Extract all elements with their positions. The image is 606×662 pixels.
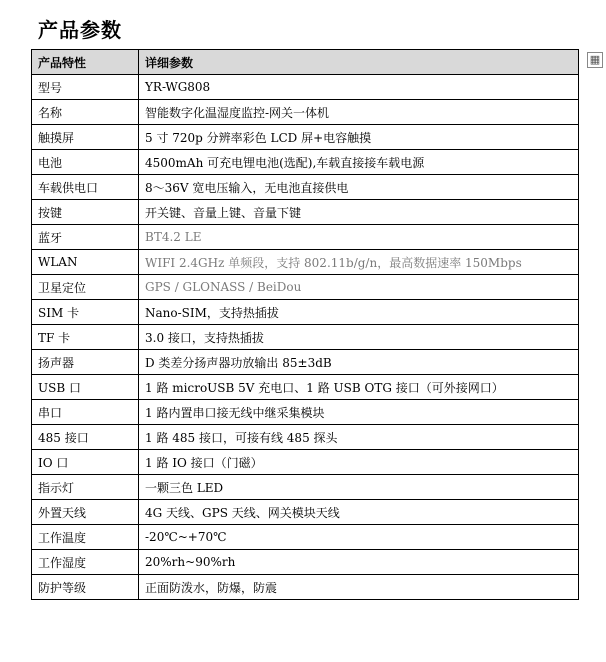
row-label: 指示灯: [32, 475, 139, 500]
table-row: [32, 125, 579, 150]
row-value: 4500mAh 可充电锂电池(选配),车载直接接车载电源: [139, 150, 579, 175]
row-value: 3.0 接口，支持热插拔: [139, 325, 579, 350]
row-value: BT4.2 LE: [139, 225, 579, 250]
row-value: 1 路 microUSB 5V 充电口、1 路 USB OTG 接口（可外接网口）: [139, 375, 579, 400]
table-row: [32, 325, 579, 350]
table-row: [32, 575, 579, 600]
table-row: [32, 425, 579, 450]
header-detail: 详细参数: [139, 50, 579, 75]
header-feature: 产品特性: [32, 50, 139, 75]
row-label: IO 口: [32, 450, 139, 475]
table-row: [32, 525, 579, 550]
row-label: 扬声器: [32, 350, 139, 375]
table-header-row: [32, 50, 579, 75]
row-value: 开关键、音量上键、音量下键: [139, 200, 579, 225]
table-row: [32, 275, 579, 300]
row-value: 1 路 485 接口，可接有线 485 探头: [139, 425, 579, 450]
row-value: YR-WG808: [139, 75, 579, 100]
row-value: 1 路内置串口接无线中继采集模块: [139, 400, 579, 425]
row-label: 车载供电口: [32, 175, 139, 200]
row-value: D 类差分扬声器功放输出 85±3dB: [139, 350, 579, 375]
row-value: 1 路 IO 接口（门磁）: [139, 450, 579, 475]
row-value: 8～36V 宽电压输入，无电池直接供电: [139, 175, 579, 200]
row-label: 485 接口: [32, 425, 139, 450]
table-row: [32, 225, 579, 250]
row-label: 串口: [32, 400, 139, 425]
table-row: [32, 450, 579, 475]
table-row: [32, 75, 579, 100]
row-value: 5 寸 720p 分辨率彩色 LCD 屏+电容触摸: [139, 125, 579, 150]
row-label: 触摸屏: [32, 125, 139, 150]
table-row: [32, 300, 579, 325]
row-label: 按键: [32, 200, 139, 225]
row-value: WIFI 2.4GHz 单频段，支持 802.11b/g/n，最高数据速率 150Mbps: [139, 250, 579, 275]
table-row: [32, 550, 579, 575]
row-value: -20℃~+70℃: [139, 525, 579, 550]
row-label: SIM 卡: [32, 300, 139, 325]
table-row: [32, 475, 579, 500]
row-value: 20%rh~90%rh: [139, 550, 579, 575]
row-label: TF 卡: [32, 325, 139, 350]
row-value: 4G 天线、GPS 天线、网关模块天线: [139, 500, 579, 525]
table-row: [32, 375, 579, 400]
row-label: 名称: [32, 100, 139, 125]
row-value: 智能数字化温湿度监控-网关一体机: [139, 100, 579, 125]
table-row: [32, 500, 579, 525]
row-value: 正面防泼水，防爆，防震: [139, 575, 579, 600]
page-title: 产品参数: [38, 18, 122, 42]
table-row: [32, 250, 579, 275]
row-value: 一颗三色 LED: [139, 475, 579, 500]
row-label: 外置天线: [32, 500, 139, 525]
row-label: WLAN: [32, 250, 139, 275]
row-label: 卫星定位: [32, 275, 139, 300]
row-label: USB 口: [32, 375, 139, 400]
table-row: [32, 200, 579, 225]
table-row: [32, 175, 579, 200]
table-row: [32, 100, 579, 125]
row-label: 工作温度: [32, 525, 139, 550]
spec-table: [31, 49, 579, 600]
row-label: 防护等级: [32, 575, 139, 600]
row-value: GPS / GLONASS / BeiDou: [139, 275, 579, 300]
row-value: Nano-SIM，支持热插拔: [139, 300, 579, 325]
table-row: [32, 400, 579, 425]
row-label: 工作湿度: [32, 550, 139, 575]
table-row: [32, 350, 579, 375]
row-label: 蓝牙: [32, 225, 139, 250]
table-icon[interactable]: ▦: [587, 52, 603, 68]
table-row: [32, 150, 579, 175]
row-label: 型号: [32, 75, 139, 100]
row-label: 电池: [32, 150, 139, 175]
